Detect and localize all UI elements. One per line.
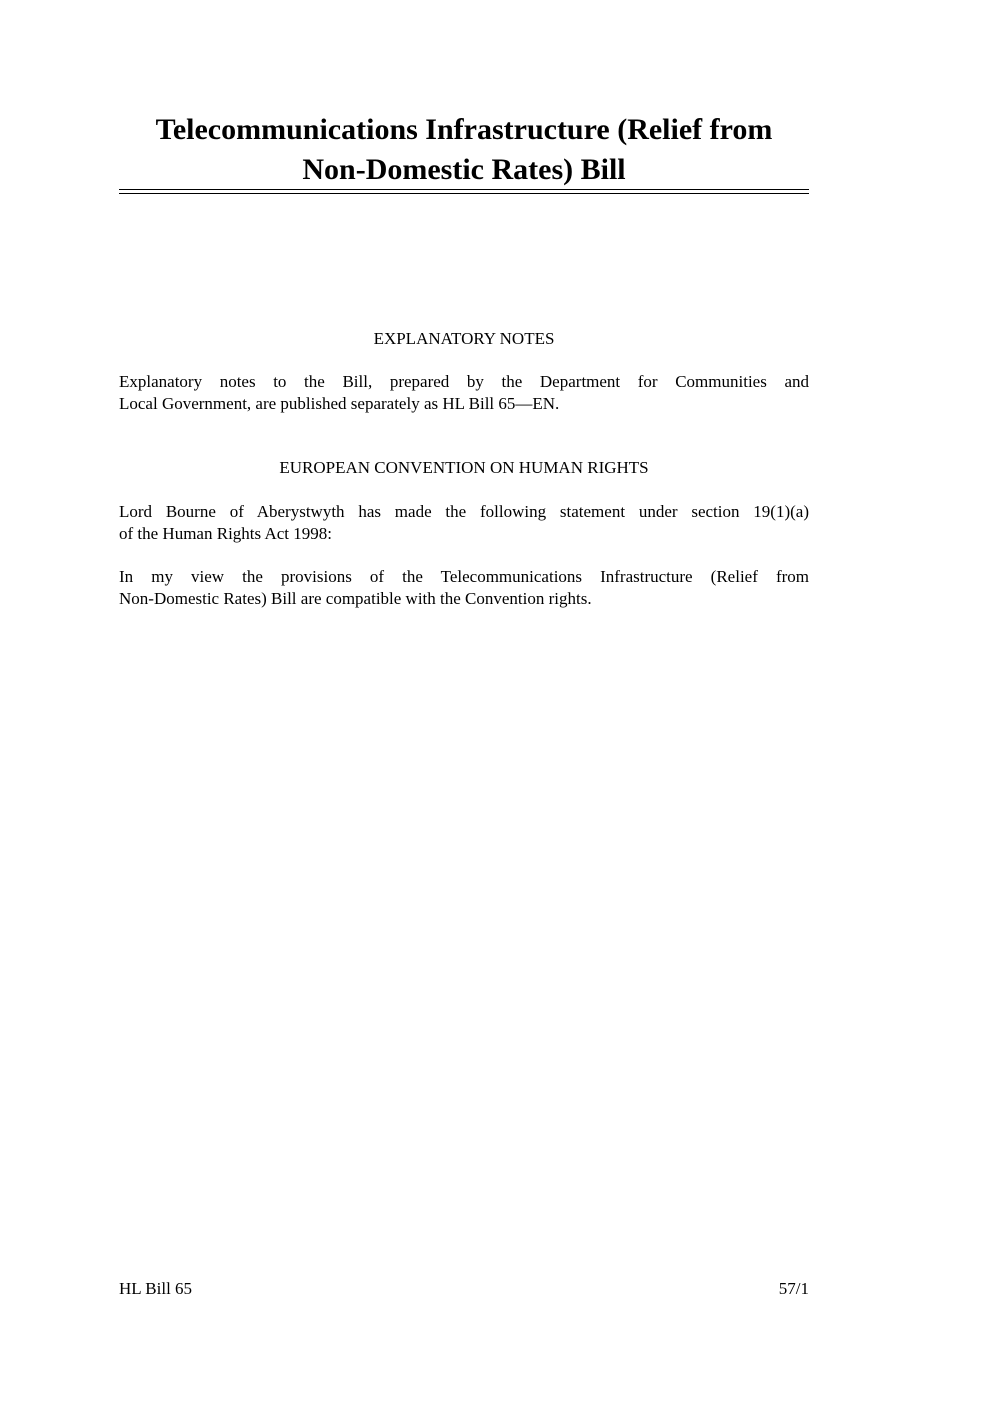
footer-bill-reference: HL Bill 65 <box>119 1279 193 1298</box>
bill-title <box>119 110 809 190</box>
echr-heading: EUROPEAN CONVENTION ON HUMAN RIGHTS <box>279 458 649 477</box>
title-double-rule <box>119 189 809 194</box>
echr-view-line-2: Non-Domestic Rates) Bill are compatible with the Convention rights. <box>119 589 592 608</box>
explanatory-notes-line-2: Local Government, are published separately as HL Bill 65—EN. <box>119 394 560 413</box>
bill-title-line-2: Non-Domestic Rates) Bill <box>302 153 626 186</box>
echr-view-paragraph <box>119 566 809 610</box>
echr-view-line-1: In my view the provisions of the Telecommunications Infrastructure (Relief from <box>119 567 809 586</box>
bill-title-line-1: Telecommunications Infrastructure (Relief from <box>155 113 773 146</box>
echr-statement-paragraph <box>119 501 809 545</box>
echr-statement-line-2: of the Human Rights Act 1998: <box>119 524 332 543</box>
explanatory-notes-line-1: Explanatory notes to the Bill, prepared by the Department for Communities and <box>119 372 809 391</box>
echr-statement-line-1: Lord Bourne of Aberystwyth has made the following statement under section 19(1)(a) <box>119 502 809 521</box>
explanatory-notes-heading: EXPLANATORY NOTES <box>373 329 555 348</box>
footer-page-reference: 57/1 <box>778 1279 809 1298</box>
explanatory-notes-paragraph <box>119 371 809 415</box>
